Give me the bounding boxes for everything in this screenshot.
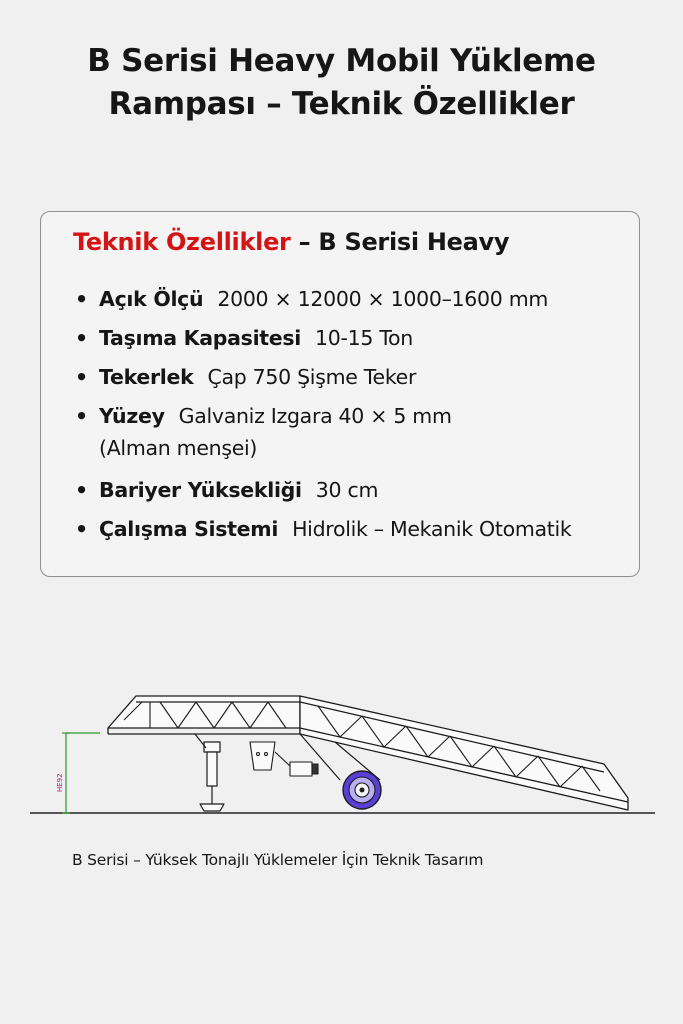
wheel (343, 771, 381, 809)
spec-value: Çap 750 Şişme Teker (207, 365, 417, 389)
page-title-line-2: Rampası – Teknik Özellikler (108, 86, 575, 122)
spec-item-bariyer-yuksekligi (75, 474, 378, 506)
platform-frame (108, 696, 300, 734)
spec-value: Galvaniz Izgara 40 × 5 mm (178, 404, 452, 428)
ramp-drawing (0, 680, 683, 830)
page-title (0, 40, 683, 126)
spec-value: 30 cm (315, 478, 379, 502)
support-leg (195, 734, 224, 811)
spec-item-calisma-sistemi (75, 513, 571, 545)
bullet: • (75, 326, 88, 350)
spec-item-acik-olcu (75, 283, 548, 315)
bullet: • (75, 517, 88, 541)
height-dimension (62, 733, 100, 813)
card-title (73, 228, 509, 256)
caption: B Serisi – Yüksek Tonajlı Yüklemeler İçin Teknik Tasarım (72, 851, 484, 869)
spec-value: Hidrolik – Mekanik Otomatik (292, 517, 572, 541)
page-title-line-1: B Serisi Heavy Mobil Yükleme (87, 43, 596, 79)
spec-item-tasima-kapasitesi (75, 322, 413, 354)
spec-label: Çalışma Sistemi (99, 517, 279, 541)
bullet: • (75, 365, 88, 389)
spec-label: Açık Ölçü (99, 287, 204, 311)
spec-label: Tekerlek (99, 365, 194, 389)
spec-label: Taşıma Kapasitesi (99, 326, 302, 350)
card-title-accent: Teknik Özellikler (73, 228, 291, 256)
height-dimension-label: HE92 (56, 773, 64, 792)
spec-value-line-2: (Alman menşei) (99, 436, 258, 460)
spec-card (40, 211, 640, 577)
bullet: • (75, 287, 88, 311)
spec-item-tekerlek (75, 361, 416, 393)
spec-value: 10-15 Ton (315, 326, 413, 350)
spec-label: Bariyer Yüksekliği (99, 478, 302, 502)
bullet: • (75, 404, 88, 428)
spec-value: 2000 × 12000 × 1000–1600 mm (217, 287, 549, 311)
spec-label: Yüzey (99, 404, 165, 428)
spec-item-yuzey (75, 400, 452, 464)
hydraulic-unit (250, 742, 318, 776)
card-title-rest: – B Serisi Heavy (290, 228, 510, 256)
bullet: • (75, 478, 88, 502)
